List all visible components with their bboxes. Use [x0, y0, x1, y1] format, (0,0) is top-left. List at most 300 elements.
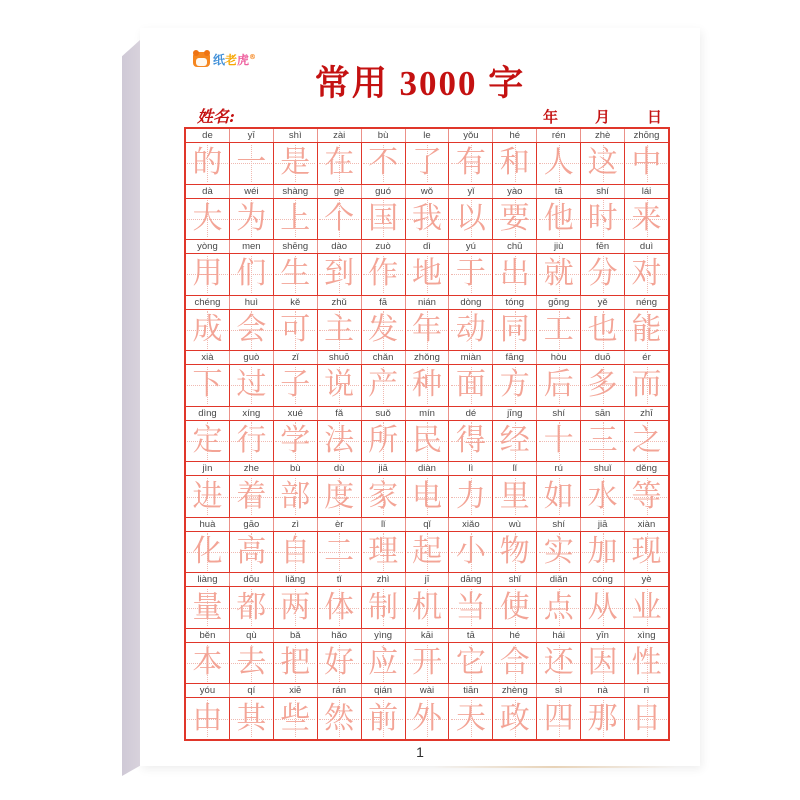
trace-character: 会 — [236, 311, 267, 347]
character-cell — [230, 199, 274, 240]
pinyin-cell: shàng — [274, 185, 318, 198]
character-cell — [449, 532, 493, 573]
character-cell — [625, 365, 668, 406]
pinyin-cell: xiǎo — [449, 518, 493, 531]
pinyin-cell: hé — [493, 629, 537, 642]
character-cell — [625, 199, 668, 240]
trace-character: 些 — [280, 700, 311, 736]
pinyin-cell: guó — [362, 185, 406, 198]
character-cell — [318, 476, 362, 517]
character-cell — [362, 587, 406, 628]
pinyin-cell: hé — [493, 129, 537, 142]
pinyin-cell: néng — [635, 296, 658, 308]
character-cell — [625, 643, 668, 684]
pinyin-cell: wài — [406, 684, 450, 697]
pinyin-cell: diǎn — [537, 573, 581, 586]
page-stack-edge — [122, 40, 140, 776]
character-cell — [493, 199, 537, 240]
pinyin-cell: qián — [362, 684, 406, 697]
trace-character: 从 — [587, 589, 618, 625]
trace-character: 应 — [368, 645, 399, 681]
character-cell — [186, 421, 230, 462]
trace-character: 去 — [236, 645, 267, 681]
pinyin-cell: kě — [274, 296, 318, 309]
trace-character: 日 — [631, 700, 662, 736]
character-cell — [581, 643, 625, 684]
trace-character: 于 — [455, 256, 486, 292]
character-cell — [537, 532, 581, 573]
pinyin-cell: zhōng — [633, 130, 660, 141]
character-cell — [493, 365, 537, 406]
practice-grid — [184, 127, 670, 741]
trace-character: 工 — [543, 311, 574, 347]
pinyin-cell: tiān — [449, 684, 493, 697]
month-label: 月 — [594, 108, 610, 126]
trace-character: 作 — [368, 256, 399, 292]
trace-character: 说 — [324, 367, 355, 403]
trace-character: 在 — [324, 145, 355, 181]
character-row — [186, 365, 668, 407]
trace-character: 生 — [280, 256, 311, 292]
character-cell — [449, 476, 493, 517]
trace-character: 来 — [631, 200, 662, 236]
trace-character: 等 — [631, 478, 662, 514]
character-cell — [537, 421, 581, 462]
character-cell — [230, 143, 274, 184]
trace-character: 主 — [324, 311, 355, 347]
trace-character: 那 — [587, 700, 618, 736]
pinyin-cell: qǐ — [406, 518, 450, 531]
character-cell — [449, 698, 493, 739]
trace-character: 其 — [236, 700, 267, 736]
character-cell — [493, 254, 537, 295]
character-cell — [318, 254, 362, 295]
pinyin-cell: fāng — [493, 351, 537, 364]
character-cell — [318, 532, 362, 573]
trace-character: 同 — [499, 311, 530, 347]
character-cell — [625, 310, 668, 351]
character-cell — [449, 310, 493, 351]
trace-character: 人 — [543, 145, 574, 181]
trace-character: 好 — [324, 645, 355, 681]
pinyin-row — [186, 185, 668, 199]
character-cell — [274, 587, 318, 628]
character-cell — [449, 421, 493, 462]
character-cell — [230, 310, 274, 351]
pinyin-cell: chéng — [186, 296, 230, 309]
character-cell — [274, 199, 318, 240]
trace-character: 就 — [543, 256, 574, 292]
character-cell — [186, 698, 230, 739]
pinyin-cell: de — [186, 129, 230, 142]
trace-character: 力 — [455, 478, 486, 514]
trace-character: 的 — [192, 145, 223, 181]
trace-character: 面 — [455, 367, 486, 403]
name-date-row — [197, 104, 662, 127]
pinyin-cell: rán — [318, 684, 362, 697]
trace-character: 也 — [587, 311, 618, 347]
character-cell — [625, 587, 668, 628]
character-cell — [186, 643, 230, 684]
pinyin-cell: xíng — [230, 407, 274, 420]
character-cell — [362, 199, 406, 240]
trace-character: 理 — [368, 534, 399, 570]
pinyin-cell: zhì — [362, 573, 406, 586]
pinyin-cell: shuō — [318, 351, 362, 364]
logo-character: 虎 — [237, 52, 250, 67]
character-cell — [186, 310, 230, 351]
pinyin-cell: yè — [641, 574, 652, 586]
pinyin-cell: fēn — [581, 240, 625, 253]
character-row — [186, 587, 668, 629]
trace-character: 性 — [631, 645, 662, 681]
character-cell — [362, 365, 406, 406]
character-cell — [274, 421, 318, 462]
trace-character: 中 — [631, 145, 662, 181]
character-cell — [581, 254, 625, 295]
pinyin-cell: shuǐ — [581, 462, 625, 475]
character-row — [186, 254, 668, 296]
character-cell — [318, 587, 362, 628]
pinyin-cell: fā — [362, 296, 406, 309]
pinyin-cell: qù — [230, 629, 274, 642]
trace-character: 地 — [411, 256, 442, 292]
trace-character: 当 — [455, 589, 486, 625]
trace-character: 而 — [631, 367, 662, 403]
trace-character: 用 — [192, 256, 223, 292]
date-labels — [543, 106, 662, 127]
pinyin-cell: dé — [449, 407, 493, 420]
character-cell — [362, 476, 406, 517]
character-cell — [186, 532, 230, 573]
trace-character: 家 — [368, 478, 399, 514]
pinyin-row — [186, 462, 668, 476]
trace-character: 民 — [411, 423, 442, 458]
pinyin-cell: zhī — [640, 407, 653, 419]
character-cell — [406, 587, 450, 628]
character-cell — [581, 365, 625, 406]
pinyin-row — [186, 351, 668, 365]
trace-character: 子 — [280, 367, 311, 403]
trace-character: 两 — [280, 589, 311, 625]
pinyin-cell: xué — [274, 407, 318, 420]
trace-character: 他 — [543, 200, 574, 236]
character-cell — [537, 643, 581, 684]
character-cell — [318, 643, 362, 684]
trace-character: 水 — [587, 478, 618, 514]
pinyin-cell: huì — [230, 296, 274, 309]
logo-character: 老 — [225, 52, 238, 67]
trace-character: 以 — [455, 200, 486, 236]
character-cell — [406, 254, 450, 295]
character-cell — [318, 698, 362, 739]
trace-character: 三 — [587, 423, 618, 458]
pinyin-row — [186, 296, 668, 310]
pinyin-cell: zhǔ — [318, 296, 362, 309]
pinyin-cell: zǐ — [274, 351, 318, 364]
trace-character: 高 — [236, 534, 267, 570]
character-cell — [581, 199, 625, 240]
trace-character: 可 — [280, 311, 311, 347]
pinyin-cell: wéi — [230, 185, 274, 198]
character-cell — [406, 310, 450, 351]
character-row — [186, 421, 668, 463]
pinyin-cell: shēng — [274, 240, 318, 253]
pinyin-cell: zì — [274, 518, 318, 531]
pinyin-cell: děng — [635, 463, 658, 475]
trace-character: 出 — [499, 256, 530, 292]
pinyin-cell: liàng — [186, 573, 230, 586]
pinyin-cell: dào — [318, 240, 362, 253]
trace-character: 天 — [455, 700, 486, 736]
character-cell — [625, 143, 668, 184]
trace-character: 个 — [324, 200, 355, 236]
copybook-page — [140, 28, 700, 766]
trace-character: 现 — [631, 534, 662, 570]
trace-character: 把 — [280, 645, 311, 681]
trace-character: 度 — [324, 478, 355, 514]
pinyin-cell: hái — [537, 629, 581, 642]
character-cell — [625, 254, 668, 295]
pinyin-cell: duì — [639, 241, 654, 253]
trace-character: 学 — [280, 423, 311, 458]
character-cell — [318, 421, 362, 462]
character-cell — [230, 421, 274, 462]
character-cell — [186, 254, 230, 295]
pinyin-cell: jiù — [537, 240, 581, 253]
pinyin-cell: bù — [362, 129, 406, 142]
trace-character: 动 — [455, 311, 486, 347]
pinyin-cell: tā — [449, 629, 493, 642]
character-cell — [362, 143, 406, 184]
pinyin-cell: yīn — [581, 629, 625, 642]
trace-character: 业 — [631, 589, 662, 625]
pinyin-cell: zhèng — [493, 684, 537, 697]
pinyin-cell: yòng — [186, 240, 230, 253]
page-title: 常用 3000 字 — [314, 64, 526, 103]
character-cell — [362, 310, 406, 351]
trace-character: 有 — [455, 145, 486, 181]
character-cell — [186, 365, 230, 406]
character-cell — [625, 698, 668, 739]
trace-character: 四 — [543, 700, 574, 736]
trace-character: 物 — [499, 534, 530, 570]
trace-character: 由 — [192, 700, 223, 736]
registered-mark: ® — [249, 52, 257, 61]
character-cell — [318, 143, 362, 184]
pinyin-cell: xiàn — [637, 518, 656, 530]
trace-character: 之 — [631, 423, 662, 458]
pinyin-cell: jī — [406, 573, 450, 586]
character-cell — [274, 698, 318, 739]
character-cell — [318, 365, 362, 406]
trace-character: 成 — [192, 311, 223, 347]
pinyin-cell: yǐ — [449, 185, 493, 198]
pinyin-cell: dù — [318, 462, 362, 475]
pinyin-cell: běn — [186, 629, 230, 642]
trace-character: 所 — [368, 423, 399, 458]
character-cell — [406, 199, 450, 240]
character-cell — [406, 143, 450, 184]
year-label: 年 — [542, 108, 558, 126]
pinyin-row — [186, 407, 668, 421]
trace-character: 开 — [411, 645, 442, 681]
pinyin-cell: zhǒng — [406, 351, 450, 364]
character-cell — [186, 199, 230, 240]
pinyin-cell: chǎn — [362, 351, 406, 364]
trace-character: 前 — [368, 700, 399, 736]
logo-character: 纸 — [213, 52, 226, 67]
page-number: 1 — [416, 744, 424, 760]
trace-character: 还 — [543, 645, 574, 681]
trace-character: 制 — [368, 589, 399, 625]
pinyin-cell: yǒu — [449, 129, 493, 142]
pinyin-cell: jìn — [186, 462, 230, 475]
character-cell — [406, 532, 450, 573]
trace-character: 了 — [411, 145, 442, 181]
trace-character: 一 — [236, 145, 267, 181]
character-cell — [493, 421, 537, 462]
trace-character: 自 — [280, 534, 311, 570]
character-cell — [318, 310, 362, 351]
pinyin-row — [186, 240, 668, 254]
trace-character: 我 — [411, 200, 442, 236]
pinyin-cell: yě — [581, 296, 625, 309]
character-cell — [581, 143, 625, 184]
character-cell — [581, 310, 625, 351]
character-cell — [230, 698, 274, 739]
pinyin-cell: èr — [318, 518, 362, 531]
trace-character: 上 — [280, 200, 311, 236]
pinyin-cell: kāi — [406, 629, 450, 642]
trace-character: 法 — [324, 423, 355, 458]
character-cell — [581, 698, 625, 739]
pinyin-cell: huà — [186, 518, 230, 531]
pinyin-cell: gōng — [537, 296, 581, 309]
pinyin-cell: zhe — [230, 462, 274, 475]
pinyin-cell: dìng — [186, 407, 230, 420]
character-cell — [449, 199, 493, 240]
character-cell — [581, 476, 625, 517]
pinyin-cell: dōu — [230, 573, 274, 586]
trace-character: 电 — [411, 478, 442, 514]
trace-character: 们 — [236, 256, 267, 292]
trace-character: 着 — [236, 478, 267, 514]
pinyin-cell: dì — [406, 240, 450, 253]
pinyin-cell: mín — [406, 407, 450, 420]
trace-character: 使 — [499, 589, 530, 625]
trace-character: 过 — [236, 367, 267, 403]
trace-character: 点 — [543, 589, 574, 625]
trace-character: 为 — [236, 200, 267, 236]
pinyin-cell: jiā — [362, 462, 406, 475]
pinyin-cell: yìng — [362, 629, 406, 642]
character-cell — [537, 365, 581, 406]
pinyin-cell: jīng — [493, 407, 537, 420]
pinyin-cell: sì — [537, 684, 581, 697]
trace-character: 行 — [236, 423, 267, 458]
trace-character: 部 — [280, 478, 311, 514]
pinyin-cell: nián — [406, 296, 450, 309]
character-cell — [274, 643, 318, 684]
trace-character: 方 — [499, 367, 530, 403]
character-cell — [186, 587, 230, 628]
trace-character: 因 — [587, 645, 618, 681]
pinyin-cell: xìng — [637, 629, 656, 641]
trace-character: 起 — [411, 534, 442, 570]
pinyin-cell: shí — [581, 185, 625, 198]
pinyin-cell: ér — [642, 352, 651, 364]
trace-character: 能 — [631, 311, 662, 347]
character-cell — [362, 254, 406, 295]
pinyin-row — [186, 573, 668, 587]
pinyin-cell: tǐ — [318, 573, 362, 586]
pinyin-cell: dòng — [449, 296, 493, 309]
character-cell — [493, 698, 537, 739]
pinyin-cell: xià — [186, 351, 230, 364]
pinyin-cell: duō — [581, 351, 625, 364]
character-cell — [449, 365, 493, 406]
trace-character: 到 — [324, 256, 355, 292]
character-cell — [537, 199, 581, 240]
character-cell — [493, 476, 537, 517]
character-cell — [274, 476, 318, 517]
trace-character: 合 — [499, 645, 530, 681]
trace-character: 国 — [368, 200, 399, 236]
trace-character: 机 — [411, 589, 442, 625]
character-row — [186, 532, 668, 574]
character-cell — [581, 532, 625, 573]
pinyin-row — [186, 684, 668, 698]
pinyin-cell: le — [406, 129, 450, 142]
pinyin-cell: zài — [318, 129, 362, 142]
character-cell — [537, 698, 581, 739]
trace-character: 种 — [411, 367, 442, 403]
character-row — [186, 698, 668, 739]
pinyin-cell: cóng — [581, 573, 625, 586]
character-cell — [449, 254, 493, 295]
trace-character: 后 — [543, 367, 574, 403]
pinyin-cell: rì — [643, 685, 650, 697]
character-cell — [230, 587, 274, 628]
trace-character: 是 — [280, 145, 311, 181]
pinyin-cell: bù — [274, 462, 318, 475]
trace-character: 得 — [455, 423, 486, 458]
pinyin-cell: dāng — [449, 573, 493, 586]
trace-character: 和 — [499, 145, 530, 181]
pinyin-cell: tā — [537, 185, 581, 198]
character-cell — [537, 310, 581, 351]
pinyin-cell: lǐ — [362, 518, 406, 531]
pinyin-cell: wù — [493, 518, 537, 531]
trace-character: 体 — [324, 589, 355, 625]
trace-character: 化 — [192, 534, 223, 570]
trace-character: 里 — [499, 478, 530, 514]
pinyin-cell: miàn — [449, 351, 493, 364]
pinyin-cell: guò — [230, 351, 274, 364]
character-cell — [406, 698, 450, 739]
trace-character: 要 — [499, 200, 530, 236]
character-cell — [230, 643, 274, 684]
pinyin-cell: gè — [318, 185, 362, 198]
character-cell — [362, 643, 406, 684]
character-cell — [581, 587, 625, 628]
trace-character: 这 — [587, 145, 618, 181]
name-label: 姓名: — [197, 107, 235, 126]
character-cell — [406, 476, 450, 517]
character-cell — [186, 476, 230, 517]
pinyin-cell: yú — [449, 240, 493, 253]
